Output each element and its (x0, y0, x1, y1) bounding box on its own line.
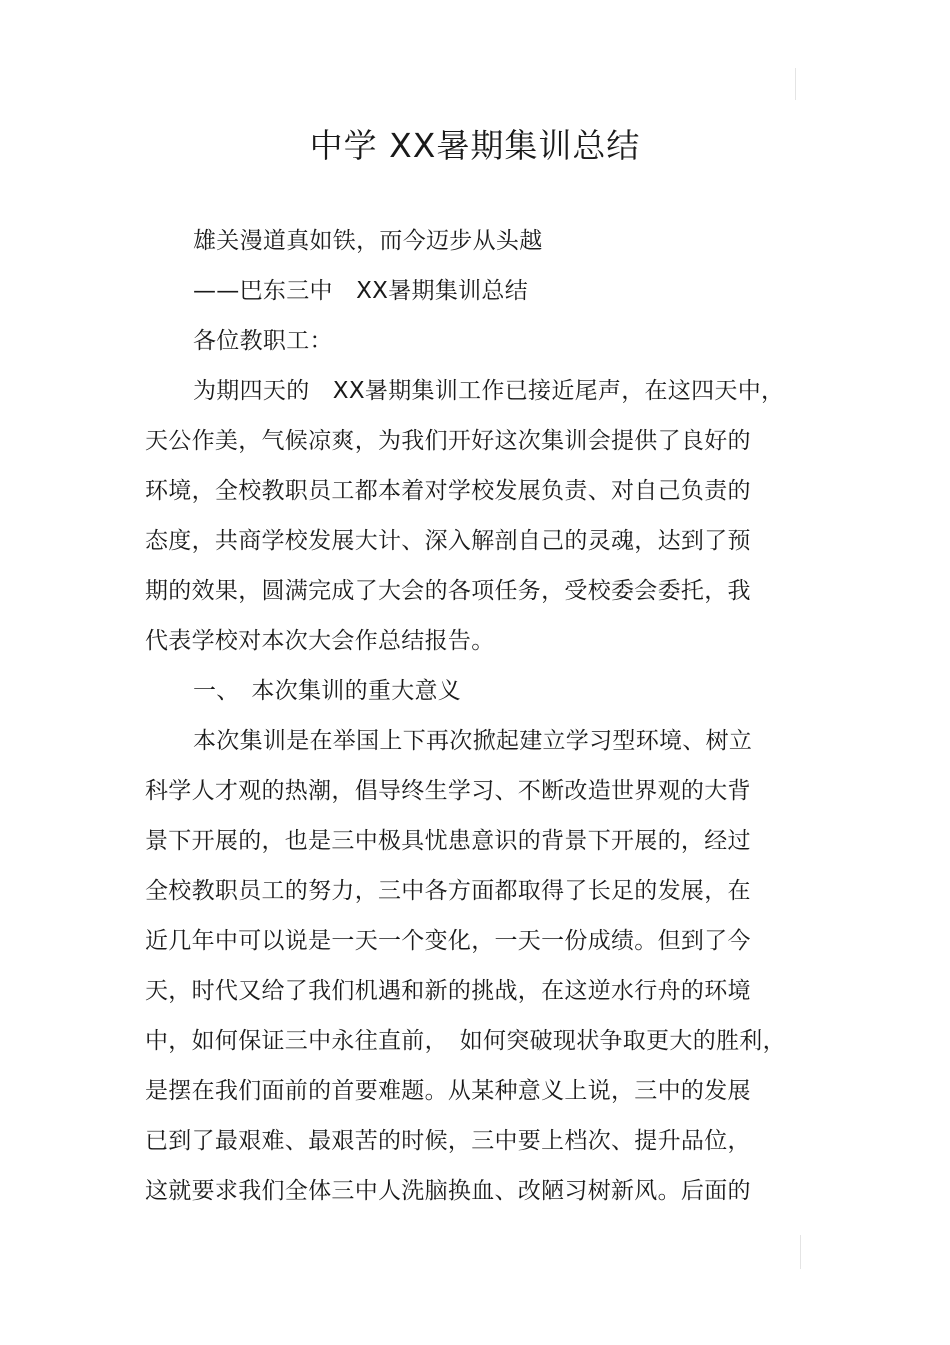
paragraph-line: 本次集训是在举国上下再次掀起建立学习型环境、树立 (193, 728, 753, 754)
paragraph-line: 天公作美，气候凉爽，为我们开好这次集训会提供了良好的 (145, 428, 751, 454)
paragraph-line: 这就要求我们全体三中人洗脑换血、改陋习树新风。后面的 (145, 1178, 751, 1204)
paragraph-line: 态度，共商学校发展大计、深入解剖自己的灵魂，达到了预 (145, 528, 751, 554)
salutation: 各位教职工： (193, 328, 333, 354)
section-heading: 一、 本次集训的重大意义 (193, 678, 462, 704)
paragraph-line: 环境，全校教职员工都本着对学校发展负责、对自己负责的 (145, 478, 751, 504)
paragraph-line: 期的效果，圆满完成了大会的各项任务，受校委会委托，我 (145, 578, 751, 604)
paragraph-line: 近几年中可以说是一天一个变化，一天一份成绩。但到了今 (145, 928, 751, 954)
document-title: 中学 XX暑期集训总结 (309, 126, 641, 165)
paragraph-line: 已到了最艰难、最艰苦的时候，三中要上档次、提升品位， (145, 1128, 751, 1154)
paragraph-line: 景下开展的，也是三中极具忧患意识的背景下开展的，经过 (145, 828, 751, 854)
paragraph-line: 为期四天的 XX暑期集训工作已接近尾声，在这四天中， (193, 378, 785, 404)
paragraph-line: 中，如何保证三中永往直前， 如何突破现状争取更大的胜利， (145, 1028, 786, 1054)
page-edge-mark-top (795, 68, 796, 100)
paragraph-line: 是摆在我们面前的首要难题。从某种意义上说，三中的发展 (145, 1078, 751, 1104)
paragraph-line: 代表学校对本次大会作总结报告。 (145, 628, 495, 654)
paragraph-line: 天，时代又给了我们机遇和新的挑战，在这逆水行舟的环境 (145, 978, 751, 1004)
paragraph-line: 全校教职员工的努力，三中各方面都取得了长足的发展，在 (145, 878, 751, 904)
paragraph-line: 科学人才观的热潮，倡导终生学习、不断改造世界观的大背 (145, 778, 751, 804)
page-edge-mark-bottom (800, 1235, 801, 1269)
subtitle: 雄关漫道真如铁，而今迈步从头越 (193, 228, 543, 254)
byline: ——巴东三中 XX暑期集训总结 (193, 278, 529, 304)
